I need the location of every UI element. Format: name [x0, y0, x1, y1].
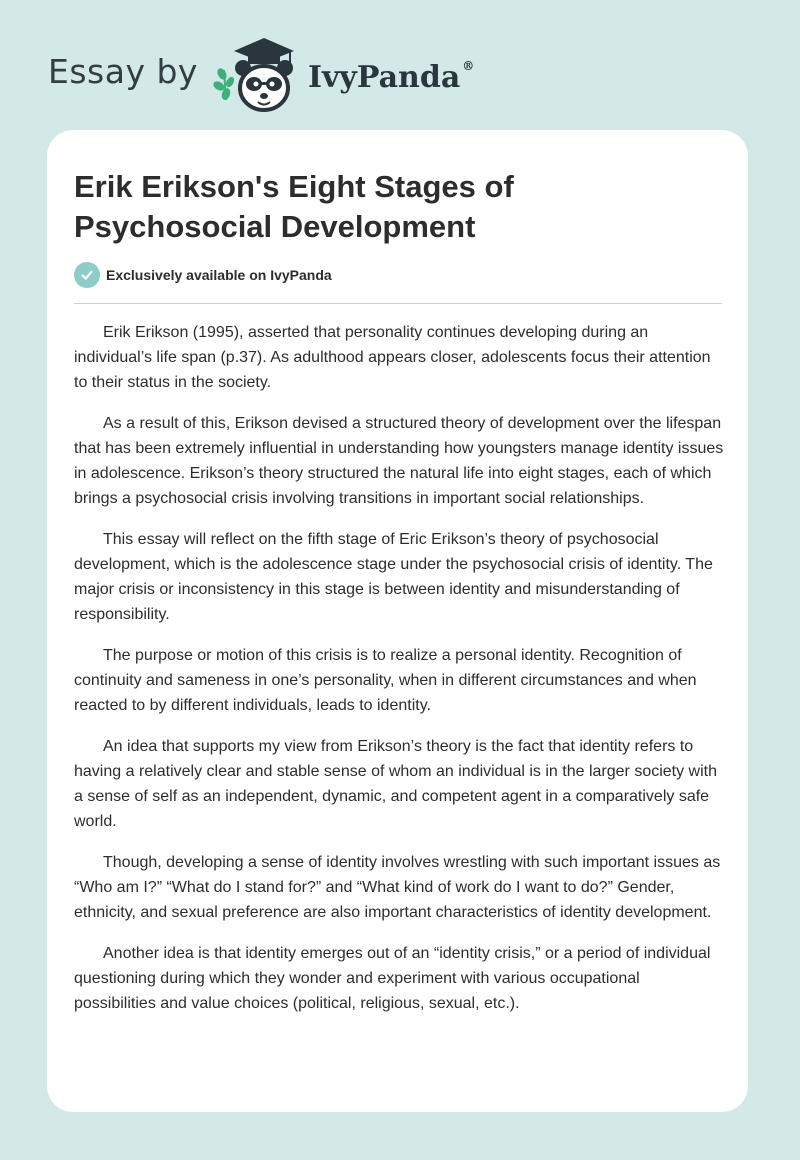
exclusive-label: Exclusively available on IvyPanda: [106, 267, 332, 283]
site-header: [48, 34, 474, 114]
paragraph: This essay will reflect on the fifth stage of Eric Erikson’s theory of psychosocial development, which is the adolescence stage under the psychosocial crisis of identity. The major crisis or inconsistency in this stage is between identity and misunderstanding of responsibility.: [74, 531, 713, 623]
essay-card: [47, 130, 748, 1112]
paragraph: As a result of this, Erikson devised a structured theory of development over the lifespan that has been extremely influential in understanding how youngsters manage identity issues in adolescence. Erikson’s theory structured the natural life into eight stages, each of which brings a psychosocial crisis involving transitions in important social relationships.: [74, 415, 724, 507]
registered-mark: ®: [462, 58, 475, 73]
essay-body: [74, 320, 724, 1032]
panda-graduation-cap-icon[interactable]: [212, 34, 302, 114]
brand-name[interactable]: IvyPanda ®: [307, 58, 475, 95]
check-circle-icon: [74, 262, 100, 288]
paragraph: Another idea is that identity emerges out of an “identity crisis,” or a period of individual questioning during which they wonder and experiment with various occupational possibilities and value choices (political, religious, sexual, etc.).: [74, 945, 711, 1012]
essay-title: Erik Erikson's Eight Stages of Psychosocial Development: [74, 169, 514, 244]
paragraph: An idea that supports my view from Erikson’s theory is the fact that identity refers to having a relatively clear and stable sense of whom an individual is in the larger society with a sense of self as an independent, dynamic, and competent agent in a comparatively safe world.: [74, 738, 718, 830]
paragraph: Erik Erikson (1995), asserted that personality continues developing during an individual’s life span (p.37). As adulthood appears closer, adolescents focus their attention to their status in the society.: [74, 324, 711, 391]
paragraph: The purpose or motion of this crisis is to realize a personal identity. Recognition of continuity and sameness in one’s personality, when in different circumstances and when reacted to by different individuals, leads to identity.: [74, 647, 697, 714]
essay-by-label: Essay by: [48, 51, 198, 91]
paragraph: Though, developing a sense of identity involves wrestling with such important issues as “Who am I?” “What do I stand for?” and “What kind of work do I want to do?” Gender, ethnicity, and sexual preference are also important characteristics of identity development.: [74, 854, 721, 921]
exclusive-badge: [74, 262, 332, 288]
divider: [74, 303, 722, 304]
